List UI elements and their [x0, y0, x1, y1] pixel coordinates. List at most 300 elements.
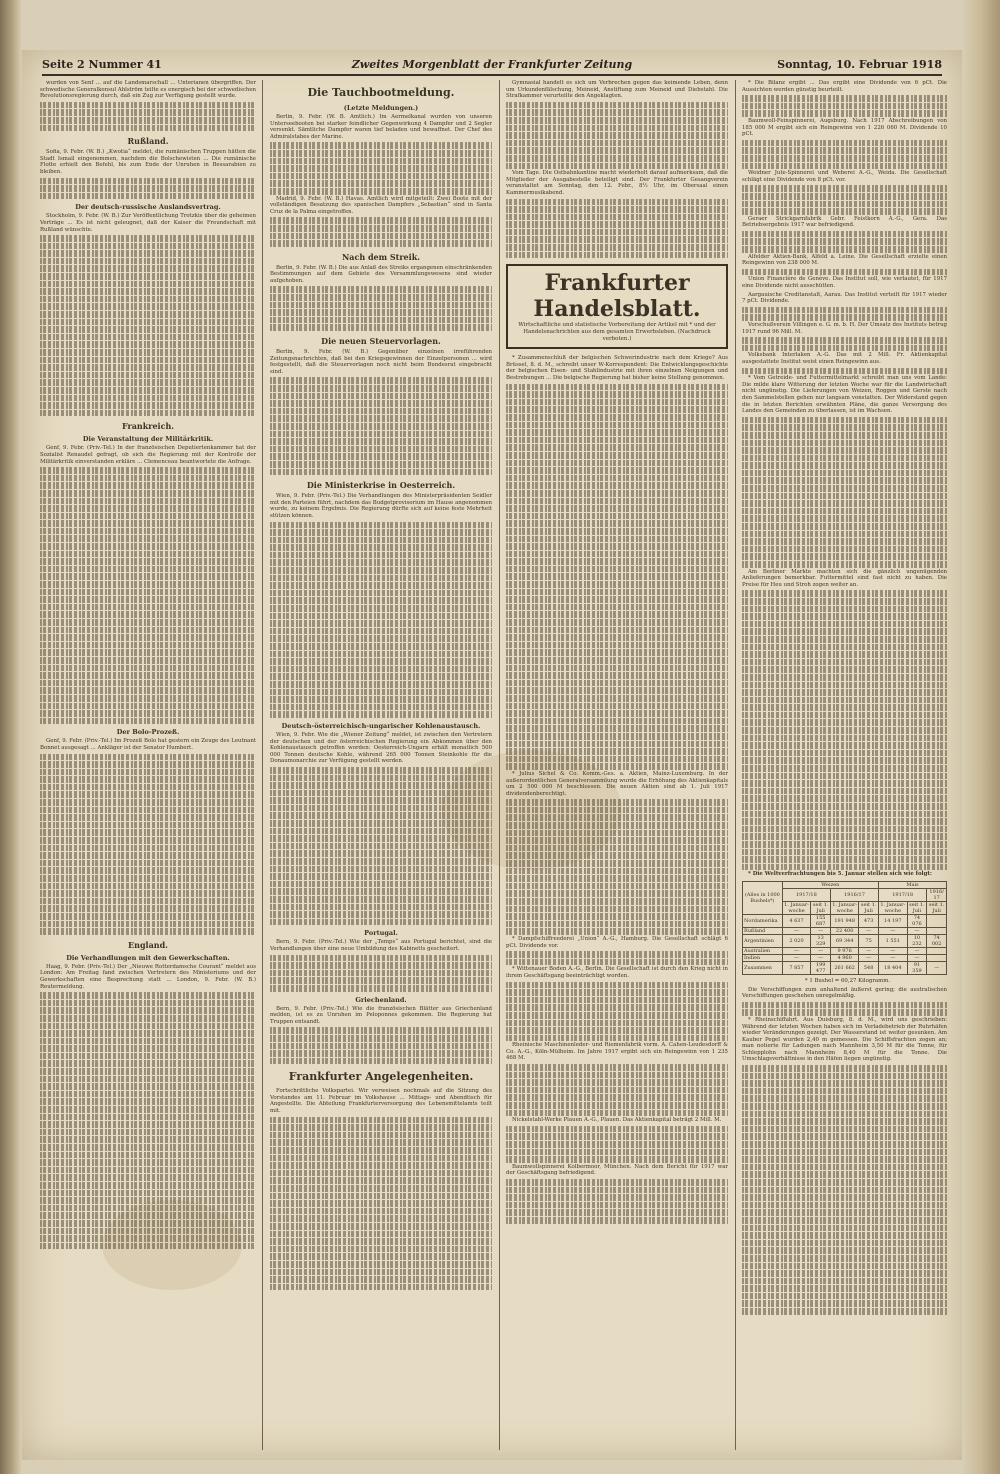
text-line: [270, 1170, 492, 1177]
text-line: [40, 898, 256, 905]
text-line: [506, 236, 728, 243]
column-rule: [499, 80, 500, 1450]
text-line: [270, 1284, 492, 1291]
article-text: Berlin, 9. Febr. (W. B.) Gegenüber einzelnen irreführenden Zeitungsnachrichten, daß bei den Kriegsgewinnen der Einzelpersonen ... wird festgestellt, daß die Steuervorlagen noch nicht beim Bundesrat eingebracht sind.: [270, 349, 492, 375]
table-cell: 69 344: [831, 934, 859, 947]
section-subheading: (Letzte Meldungen.): [343, 104, 419, 112]
text-line: [270, 188, 492, 195]
text-line: [40, 528, 256, 535]
text-line: [506, 1156, 728, 1163]
text-line: [506, 117, 728, 124]
text-line: [742, 644, 947, 651]
table-subheader-cell: seit 1. Juli: [907, 901, 927, 914]
text-line: [270, 1124, 492, 1131]
text-line: [506, 558, 728, 565]
text-line: [742, 841, 947, 848]
text-line: [506, 814, 728, 821]
table-header-cell: 1917/18: [878, 888, 926, 901]
text-line: [506, 596, 728, 603]
text-line: [270, 1223, 492, 1230]
table-subheader-cell: seit 1. Juli: [859, 901, 879, 914]
text-line: [506, 513, 728, 520]
text-line: [40, 928, 256, 935]
text-line: [506, 1102, 728, 1109]
article-text: Union Financière de Genève. Das Institut soll, wie verlautet, für 1917 eine Dividende nicht ausschütten.: [742, 276, 947, 290]
table-header-cell: 1916/17: [831, 888, 879, 901]
text-line: [270, 873, 492, 880]
text-line: [506, 206, 728, 213]
table-cell: 191 948: [831, 914, 859, 927]
text-line: [506, 852, 728, 859]
text-line: [506, 1064, 728, 1071]
text-line: [506, 748, 728, 755]
article-text: * Vom Getreide- und Futtermittelmarkt schreibt man uns vom Lande: Die milde klare Witterung der letzten Woche war für die Landwirtschaft nicht ungünstig. Die Lieferungen von Weizen, Roggen und Gerste nach den Sammelstellen gehen nur langsam vonstatten. Der Widerstand gegen die in letzten Berichten erwähnten Pläne, die ganze Versorgung des Landes den Gemeinden zu überlassen, ist im Wachsen.: [742, 375, 947, 415]
text-line: [506, 1217, 728, 1224]
text-line: [742, 712, 947, 719]
text-line: [742, 727, 947, 734]
text-line: [506, 1209, 728, 1216]
text-line: [40, 109, 256, 116]
text-line: [506, 399, 728, 406]
text-line: [506, 244, 728, 251]
text-line: [506, 695, 728, 702]
text-line: [506, 649, 728, 656]
text-line: [270, 1253, 492, 1260]
text-line: [506, 520, 728, 527]
text-line: [742, 447, 947, 454]
text-line: [742, 864, 947, 871]
text-line: [40, 395, 256, 402]
text-line: [742, 735, 947, 742]
table-group-header: Mais: [878, 881, 946, 888]
text-line: [742, 470, 947, 477]
section-heading: Rußland.: [127, 136, 169, 147]
text-line: [742, 1126, 947, 1133]
section-heading: Nach dem Streik.: [341, 251, 421, 262]
section-heading: Portugal.: [364, 929, 398, 938]
text-line: [270, 158, 492, 165]
text-line: [742, 651, 947, 658]
text-line: [506, 951, 728, 958]
text-line: [506, 997, 728, 1004]
table-cell: —: [859, 947, 879, 954]
text-line: [40, 754, 256, 761]
shipments-table: [742, 881, 947, 975]
text-line: [742, 531, 947, 538]
table-cell: —: [811, 927, 831, 934]
text-line: [506, 741, 728, 748]
text-line: [270, 613, 492, 620]
article-text: Weidner Jute-Spinnerei und Weberei A.-G., Weida. Die Gesellschaft schlägt eine Dividende von 8 pCt. vor.: [742, 170, 947, 183]
text-line: [40, 1015, 256, 1022]
text-line: [506, 551, 728, 558]
text-line: [742, 1278, 947, 1285]
text-line: [40, 665, 256, 672]
table-cell: 7 857: [782, 961, 811, 974]
text-line: [742, 818, 947, 825]
text-line: [270, 1139, 492, 1146]
text-line: [506, 799, 728, 806]
text-line: [506, 634, 728, 641]
text-line: [506, 868, 728, 875]
text-line: [40, 319, 256, 326]
text-line: [40, 875, 256, 882]
text-line: [742, 1179, 947, 1186]
text-line: [40, 1144, 256, 1151]
text-line: [40, 513, 256, 520]
text-line: [270, 919, 492, 926]
text-line: [506, 155, 728, 162]
text-line: [506, 460, 728, 467]
text-line: [506, 1126, 728, 1133]
text-line: [506, 1035, 728, 1042]
text-line: [270, 1185, 492, 1192]
text-line: [40, 672, 256, 679]
text-line: [506, 845, 728, 852]
text-line: [270, 628, 492, 635]
text-line: [742, 697, 947, 704]
article-text: Sofia, 9. Febr. (W. B.) „Kwotia“ meldet, die rumänischen Truppen hätten die Stadt Ismail eingenommen, nachdem die Bolschewisten ... Die rumänische Flotte erhielt den Befehl, bis zum Ende der Unruhen in Bessarabien zu bleiben.: [40, 149, 256, 175]
table-cell: 1 551: [878, 934, 907, 947]
text-line: [40, 634, 256, 641]
text-line: [506, 627, 728, 634]
text-line: [270, 681, 492, 688]
text-line: [506, 214, 728, 221]
text-line: [40, 1228, 256, 1235]
text-line: [270, 537, 492, 544]
text-line: [742, 1300, 947, 1307]
text-line: [506, 913, 728, 920]
text-line: [506, 482, 728, 489]
text-line: [270, 1043, 492, 1050]
text-line: [742, 103, 947, 110]
text-line: [40, 498, 256, 505]
text-line: [270, 225, 492, 232]
table-cell: [927, 927, 947, 934]
text-line: [270, 469, 492, 476]
text-line: [742, 833, 947, 840]
text-line: [506, 906, 728, 913]
text-line: [40, 467, 256, 474]
text-line: [270, 985, 492, 992]
text-line: [506, 1179, 728, 1186]
column-4: [742, 80, 947, 1450]
table-row: [743, 947, 947, 954]
table-footnote: * 1 Bushel = 60,27 Kilogramm.: [804, 977, 891, 984]
text-line: [742, 155, 947, 162]
table-unit-cell: (Alles in 1000 Bushels*): [743, 881, 783, 914]
text-line: [270, 575, 492, 582]
text-line: [40, 1045, 256, 1052]
table-cell: —: [878, 947, 907, 954]
text-line: [506, 163, 728, 170]
text-line: [270, 962, 492, 969]
table-cell: —: [878, 927, 907, 934]
text-line: [40, 520, 256, 527]
text-line: [40, 611, 256, 618]
text-line: [270, 324, 492, 331]
column-1: [40, 80, 256, 1450]
text-line: [40, 845, 256, 852]
text-line: [270, 843, 492, 850]
text-line: [742, 455, 947, 462]
table-cell: 91 359: [907, 961, 927, 974]
text-line: [40, 402, 256, 409]
text-line: [270, 408, 492, 415]
text-line: [506, 890, 728, 897]
text-line: [742, 1217, 947, 1224]
text-line: [40, 410, 256, 417]
text-line: [270, 790, 492, 797]
text-line: [270, 911, 492, 918]
text-line: [40, 921, 256, 928]
text-line: [742, 682, 947, 689]
article-text: Aargauische Creditanstalt, Aarau. Das Institut verteilt für 1917 wieder 7 pCt. Dividende.: [742, 291, 947, 305]
text-line: [270, 643, 492, 650]
text-line: [506, 1027, 728, 1034]
text-line: [270, 1177, 492, 1184]
text-line: [742, 538, 947, 545]
text-line: [40, 860, 256, 867]
text-line: [742, 1240, 947, 1247]
text-line: [270, 377, 492, 384]
article-text: Die Verschiffungen zum anhaltend äußerst gering; die australischen Verschiffungen geschehen unregelmäßig.: [742, 986, 947, 1000]
text-line: [506, 199, 728, 206]
text-line: [270, 1162, 492, 1169]
text-line: [742, 666, 947, 673]
article-text: Genf, 9. Febr. (Priv.-Tel.) Im Prozeß Bolo hat gestern ein Zeuge des Leutnant Bonnet ausgesagt ... Ankläger ist der Senator Humbert.: [40, 738, 256, 751]
text-line: [40, 1190, 256, 1197]
text-line: [742, 417, 947, 424]
text-line: [40, 1053, 256, 1060]
text-line: [270, 385, 492, 392]
text-line: [40, 776, 256, 783]
text-line: [270, 1246, 492, 1253]
table-caption: * Die Weltverfrachtungen bis 5. Januar stellen sich wie folgt:: [748, 871, 932, 878]
text-line: [270, 881, 492, 888]
text-line: [742, 1009, 947, 1016]
text-line: [40, 265, 256, 272]
text-line: [40, 535, 256, 542]
text-line: [270, 673, 492, 680]
article-text: Rheinische Maschinenleder- und Riemenfabrik vorm. A. Cahen-Leudesdorff & Co. A.-G., Köln-Mülheim. Im Jahre 1917 ergibt sich ein Reingewinn von 1 235 468 M.: [506, 1042, 728, 1062]
text-line: [506, 536, 728, 543]
text-line: [506, 1133, 728, 1140]
text-line: [742, 598, 947, 605]
text-line: [40, 490, 256, 497]
text-line: [742, 1088, 947, 1095]
article-text: Bern, 9. Febr. (Priv.-Tel.) Wie die französischen Blätter aus Griechenland melden, ist es zu Unruhen im Peloponnes gekommen. Die Regierung hat Truppen entsandt.: [270, 1005, 492, 1025]
text-line: [270, 552, 492, 559]
table-cell: —: [782, 927, 811, 934]
text-line: [270, 423, 492, 430]
text-line: [742, 269, 947, 276]
text-line: [270, 977, 492, 984]
text-line: [506, 109, 728, 116]
text-line: [40, 558, 256, 565]
article-text: Am Berliner Markte machten sich die gänzlich ungenügenden Anlieferungen bemerkbar. Futtermittel sind fast nicht zu haben. Die Preise für Heu und Stroh zogen weiter an.: [742, 568, 947, 588]
table-cell: —: [859, 927, 879, 934]
table-cell: [927, 954, 947, 961]
table-body: [743, 914, 947, 974]
table-header-row: [743, 881, 947, 888]
text-line: [742, 765, 947, 772]
text-line: [40, 1106, 256, 1113]
issue-date: Sonntag, 10. Februar 1918: [777, 58, 942, 71]
text-line: [506, 703, 728, 710]
text-line: [742, 485, 947, 492]
text-line: [506, 1187, 728, 1194]
article-text: Baumwoll-Feinspinnerei, Augsburg. Nach 1917 Abschreibungen von 185 000 M ergibt sich ein Reingewinn von 1 226 060 M. Dividende 10 pCt.: [742, 117, 947, 138]
text-line: [742, 185, 947, 192]
article-heading: Der deutsch-russische Auslandsvertrag.: [75, 203, 221, 212]
text-line: [506, 125, 728, 132]
article-text: Baumwollspinnerei Kolbermoor, München. Nach dem Bericht für 1917 war der Geschäftsgang befriedigend.: [506, 1163, 728, 1177]
text-line: [506, 642, 728, 649]
text-line: [742, 1194, 947, 1201]
text-line: [270, 805, 492, 812]
article-text: wurden von Senf ... auf die Landsmarschall ... Unterianen übergriffen. Der schwedische Generalkonsul Ahlström teilte es energisch bei der schwedischen Revolutionsregierung durch, daß ein Zug zur Verfügung gestellt wurde.: [40, 80, 256, 100]
table-cell: 22 400: [831, 927, 859, 934]
text-line: [40, 883, 256, 890]
text-line: [40, 992, 256, 999]
text-line: [506, 414, 728, 421]
table-row-label: Nordamerika: [743, 914, 783, 927]
text-line: [40, 364, 256, 371]
text-line: [270, 529, 492, 536]
table-cell: 155 687: [811, 914, 831, 927]
text-line: [742, 606, 947, 613]
text-line: [270, 955, 492, 962]
text-line: [40, 573, 256, 580]
article-heading: Die Verhandlungen mit den Gewerkschaften.: [66, 953, 230, 962]
text-line: [506, 140, 728, 147]
text-line: [270, 1147, 492, 1154]
text-line: [742, 1111, 947, 1118]
text-line: [270, 711, 492, 718]
text-line: [40, 1023, 256, 1030]
text-line: [742, 1308, 947, 1315]
text-line: [270, 400, 492, 407]
text-line: [40, 769, 256, 776]
text-line: [742, 1133, 947, 1140]
text-line: [40, 551, 256, 558]
text-line: [40, 1136, 256, 1143]
text-line: [40, 296, 256, 303]
text-line: [506, 406, 728, 413]
text-line: [506, 437, 728, 444]
text-line: [270, 582, 492, 589]
text-line: [742, 780, 947, 787]
text-line: [270, 1027, 492, 1034]
text-line: [270, 1035, 492, 1042]
text-line: [40, 814, 256, 821]
text-line: [40, 303, 256, 310]
text-line: [40, 1197, 256, 1204]
article-text: Vom Tage. Die Ostbahnkantine macht wiederholt darauf aufmerksam, daß die Mitglieder der Ausgabestelle beteiligt sind. Der Frankfurter Gesangverein veranstaltet am Sonntag, den 12. Febr., 8½ Uhr, im Obersaal einen Kammermusikabend.: [506, 170, 728, 196]
text-line: [40, 718, 256, 725]
text-line: [506, 1020, 728, 1027]
text-line: [506, 221, 728, 228]
table-cell: 74 002: [927, 934, 947, 947]
text-line: [742, 1080, 947, 1087]
text-line: [506, 102, 728, 109]
text-line: [506, 763, 728, 770]
text-line: [40, 913, 256, 920]
text-line: [506, 830, 728, 837]
text-line: [270, 150, 492, 157]
article-text: Haag, 9. Febr. (Priv.-Tel.) Der „Nieuwe Rotterdamsche Courant“ meldet aus London: Am Freitag fand zwischen Vertretern des Ministeriums und der Gewerkschaften eine Besprechung statt ... London, 9. Febr. (W. B.) Reutermeldung.: [40, 963, 256, 990]
text-line: [742, 523, 947, 530]
text-line: [506, 1072, 728, 1079]
text-line: [506, 1110, 728, 1117]
section-heading: Die Ministerkrise in Oesterreich.: [306, 480, 456, 491]
article-text: Berlin, 9. Febr. (W. B.) Die aus Anlaß des Streiks ergangenen einschränkenden Bestimmungen auf dem Gebiete des Versammlungswesens sind wieder aufgehoben.: [270, 264, 492, 284]
text-line: [742, 477, 947, 484]
text-line: [40, 1205, 256, 1212]
text-line: [742, 424, 947, 431]
text-line: [270, 1215, 492, 1222]
text-line: [270, 858, 492, 865]
text-line: [506, 837, 728, 844]
text-line: [742, 368, 947, 375]
table-row-label: Zusammen: [743, 961, 783, 974]
text-line: [40, 867, 256, 874]
text-line: [270, 704, 492, 711]
text-line: [40, 334, 256, 341]
text-line: [40, 890, 256, 897]
text-line: [270, 165, 492, 172]
text-line: [742, 307, 947, 314]
table-cell: 18 404: [878, 961, 907, 974]
text-line: [742, 1187, 947, 1194]
text-line: [742, 561, 947, 568]
text-line: [270, 453, 492, 460]
text-line: [40, 349, 256, 356]
text-line: [270, 767, 492, 774]
text-line: [40, 589, 256, 596]
table-row: [743, 954, 947, 961]
text-line: [742, 1095, 947, 1102]
text-line: [270, 317, 492, 324]
text-line: [742, 659, 947, 666]
page-header: [42, 58, 942, 76]
text-line: [40, 822, 256, 829]
text-line: [742, 1293, 947, 1300]
table-cell: —: [782, 947, 811, 954]
text-line: [40, 1083, 256, 1090]
text-line: [506, 452, 728, 459]
table-row-label: Rußland: [743, 927, 783, 934]
text-line: [270, 309, 492, 316]
text-line: [270, 286, 492, 293]
text-line: [506, 604, 728, 611]
text-line: [40, 905, 256, 912]
text-line: [270, 217, 492, 224]
text-line: [40, 687, 256, 694]
text-line: [506, 710, 728, 717]
article-text: Vorschußverein Villingen e. G. m. b. H. Der Umsatz des Instituts betrug 1917 rund 96 Mill. M.: [742, 322, 947, 335]
section-heading: Frankreich.: [121, 421, 175, 432]
text-line: [506, 807, 728, 814]
article-text: Geraer Strickgarnfabrik Gebr. Feistkorn A.-G., Gera. Das Betriebsergebnis 1917 war befriedigend.: [742, 215, 947, 229]
text-line: [742, 613, 947, 620]
table-subheader-cell: 1. Januar-woche: [880, 901, 906, 914]
text-line: [40, 784, 256, 791]
table-cell: —: [859, 954, 879, 961]
text-line: [742, 163, 947, 170]
table-cell: —: [811, 947, 831, 954]
